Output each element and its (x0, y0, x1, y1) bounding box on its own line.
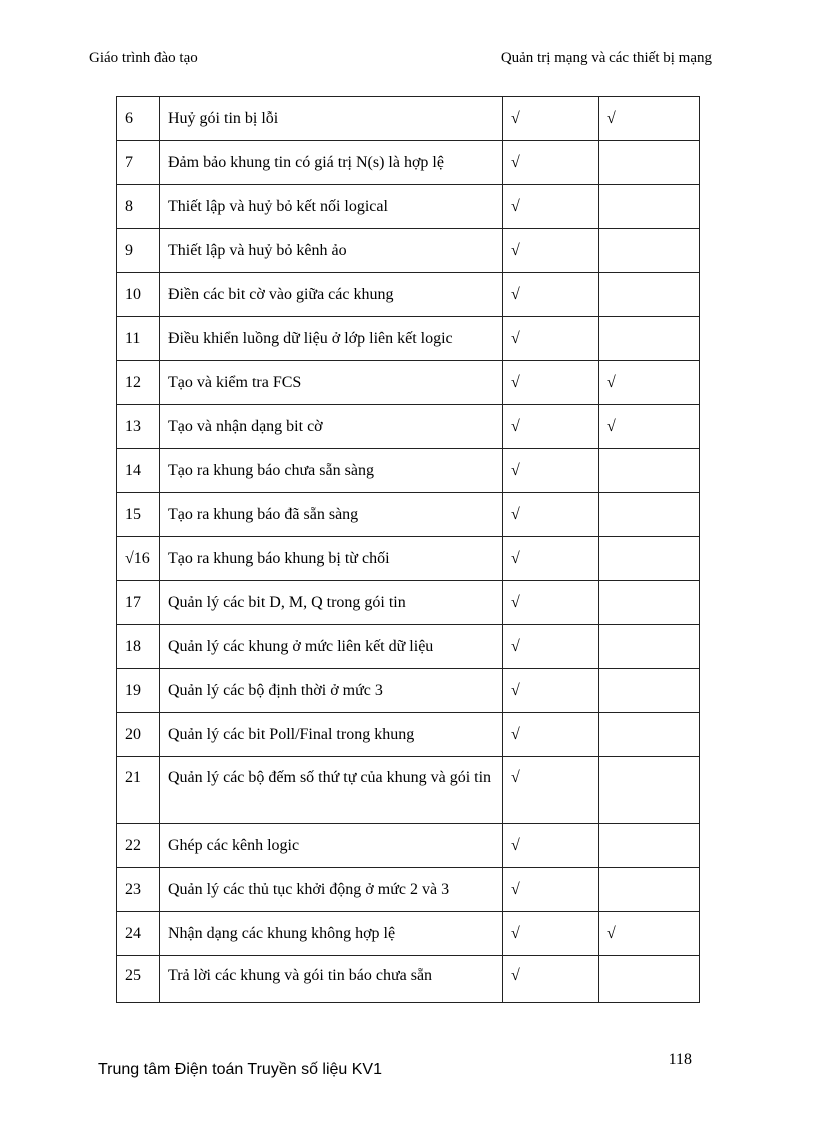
row-check-col4 (599, 317, 700, 361)
row-number: 22 (117, 824, 160, 868)
row-description: Huỷ gói tin bị lỗi (160, 97, 503, 141)
table-row (117, 713, 700, 757)
table-row (117, 141, 700, 185)
row-check-col4 (599, 537, 700, 581)
row-check-col4 (599, 956, 700, 1003)
row-number: 9 (117, 229, 160, 273)
row-check-col3: √ (503, 537, 599, 581)
row-number: 7 (117, 141, 160, 185)
row-check-col3: √ (503, 493, 599, 537)
table-row (117, 669, 700, 713)
header-left: Giáo trình đào tạo (89, 50, 198, 66)
row-check-col4 (599, 824, 700, 868)
row-check-col4 (599, 625, 700, 669)
row-description: Tạo và kiểm tra FCS (160, 361, 503, 405)
row-description: Tạo ra khung báo đã sẵn sàng (160, 493, 503, 537)
row-number: 14 (117, 449, 160, 493)
row-description: Quản lý các bộ định thời ở mức 3 (160, 669, 503, 713)
row-check-col4 (599, 757, 700, 824)
footer-text: Trung tâm Điện toán Truyền số liệu KV1 (98, 1061, 382, 1078)
row-description: Đảm bảo khung tin có giá trị N(s) là hợp lệ (160, 141, 503, 185)
row-check-col4 (599, 713, 700, 757)
row-number: 17 (117, 581, 160, 625)
table-row (117, 229, 700, 273)
row-number: 13 (117, 405, 160, 449)
row-number: 25 (117, 956, 160, 1003)
row-check-col4 (599, 141, 700, 185)
row-check-col3: √ (503, 868, 599, 912)
row-check-col4: √ (599, 361, 700, 405)
row-check-col4: √ (599, 405, 700, 449)
table-row (117, 581, 700, 625)
row-description: Quản lý các thủ tục khởi động ở mức 2 và 3 (160, 868, 503, 912)
row-description: Quản lý các bộ đếm số thứ tự của khung và gói tin (160, 757, 503, 824)
row-description: Quản lý các bit Poll/Final trong khung (160, 713, 503, 757)
row-check-col3: √ (503, 141, 599, 185)
row-check-col4: √ (599, 912, 700, 956)
table-row (117, 956, 700, 1003)
row-check-col3: √ (503, 757, 599, 824)
row-check-col3: √ (503, 273, 599, 317)
row-number: 23 (117, 868, 160, 912)
row-check-col4 (599, 185, 700, 229)
row-description: Thiết lập và huỷ bỏ kênh ảo (160, 229, 503, 273)
row-description: Tạo ra khung báo chưa sẵn sàng (160, 449, 503, 493)
row-description: Quản lý các khung ở mức liên kết dữ liệu (160, 625, 503, 669)
table-row (117, 868, 700, 912)
table-row (117, 824, 700, 868)
function-table (116, 96, 700, 1003)
row-check-col4 (599, 868, 700, 912)
row-description: Trả lời các khung và gói tin báo chưa sẵn (160, 956, 503, 1003)
table-body (117, 97, 700, 1003)
row-check-col3: √ (503, 912, 599, 956)
row-description: Quản lý các bit D, M, Q trong gói tin (160, 581, 503, 625)
row-check-col3: √ (503, 361, 599, 405)
row-check-col3: √ (503, 405, 599, 449)
row-check-col3: √ (503, 229, 599, 273)
page-number: 118 (668, 1051, 692, 1068)
row-check-col3: √ (503, 97, 599, 141)
row-check-col3: √ (503, 956, 599, 1003)
row-description: Ghép các kênh logic (160, 824, 503, 868)
row-check-col3: √ (503, 625, 599, 669)
row-check-col4 (599, 669, 700, 713)
row-number: 20 (117, 713, 160, 757)
row-number: 21 (117, 757, 160, 824)
row-number: 11 (117, 317, 160, 361)
row-number: 6 (117, 97, 160, 141)
table-row (117, 493, 700, 537)
row-check-col3: √ (503, 449, 599, 493)
row-check-col4 (599, 449, 700, 493)
row-check-col4: √ (599, 97, 700, 141)
table-row (117, 185, 700, 229)
row-check-col3: √ (503, 581, 599, 625)
row-check-col3: √ (503, 713, 599, 757)
row-check-col3: √ (503, 185, 599, 229)
table-row (117, 449, 700, 493)
row-check-col4 (599, 493, 700, 537)
header-right: Quản trị mạng và các thiết bị mạng (500, 50, 712, 66)
row-description: Điều khiển luồng dữ liệu ở lớp liên kết logic (160, 317, 503, 361)
row-check-col3: √ (503, 317, 599, 361)
row-number: 10 (117, 273, 160, 317)
row-check-col4 (599, 581, 700, 625)
table-row (117, 361, 700, 405)
table-row (117, 537, 700, 581)
row-description: Tạo ra khung báo khung bị từ chối (160, 537, 503, 581)
row-check-col4 (599, 273, 700, 317)
row-check-col3: √ (503, 669, 599, 713)
row-description: Tạo và nhận dạng bit cờ (160, 405, 503, 449)
row-number: 15 (117, 493, 160, 537)
row-number: √16 (117, 537, 160, 581)
table-row (117, 273, 700, 317)
row-description: Thiết lập và huỷ bỏ kết nối logical (160, 185, 503, 229)
row-check-col4 (599, 229, 700, 273)
row-number: 18 (117, 625, 160, 669)
table-row (117, 405, 700, 449)
table-row (117, 317, 700, 361)
row-description: Nhận dạng các khung không hợp lệ (160, 912, 503, 956)
row-number: 19 (117, 669, 160, 713)
table-row (117, 912, 700, 956)
row-description: Điền các bit cờ vào giữa các khung (160, 273, 503, 317)
table-row (117, 757, 700, 824)
table-row (117, 625, 700, 669)
table-row (117, 97, 700, 141)
row-number: 24 (117, 912, 160, 956)
row-number: 12 (117, 361, 160, 405)
row-check-col3: √ (503, 824, 599, 868)
row-number: 8 (117, 185, 160, 229)
